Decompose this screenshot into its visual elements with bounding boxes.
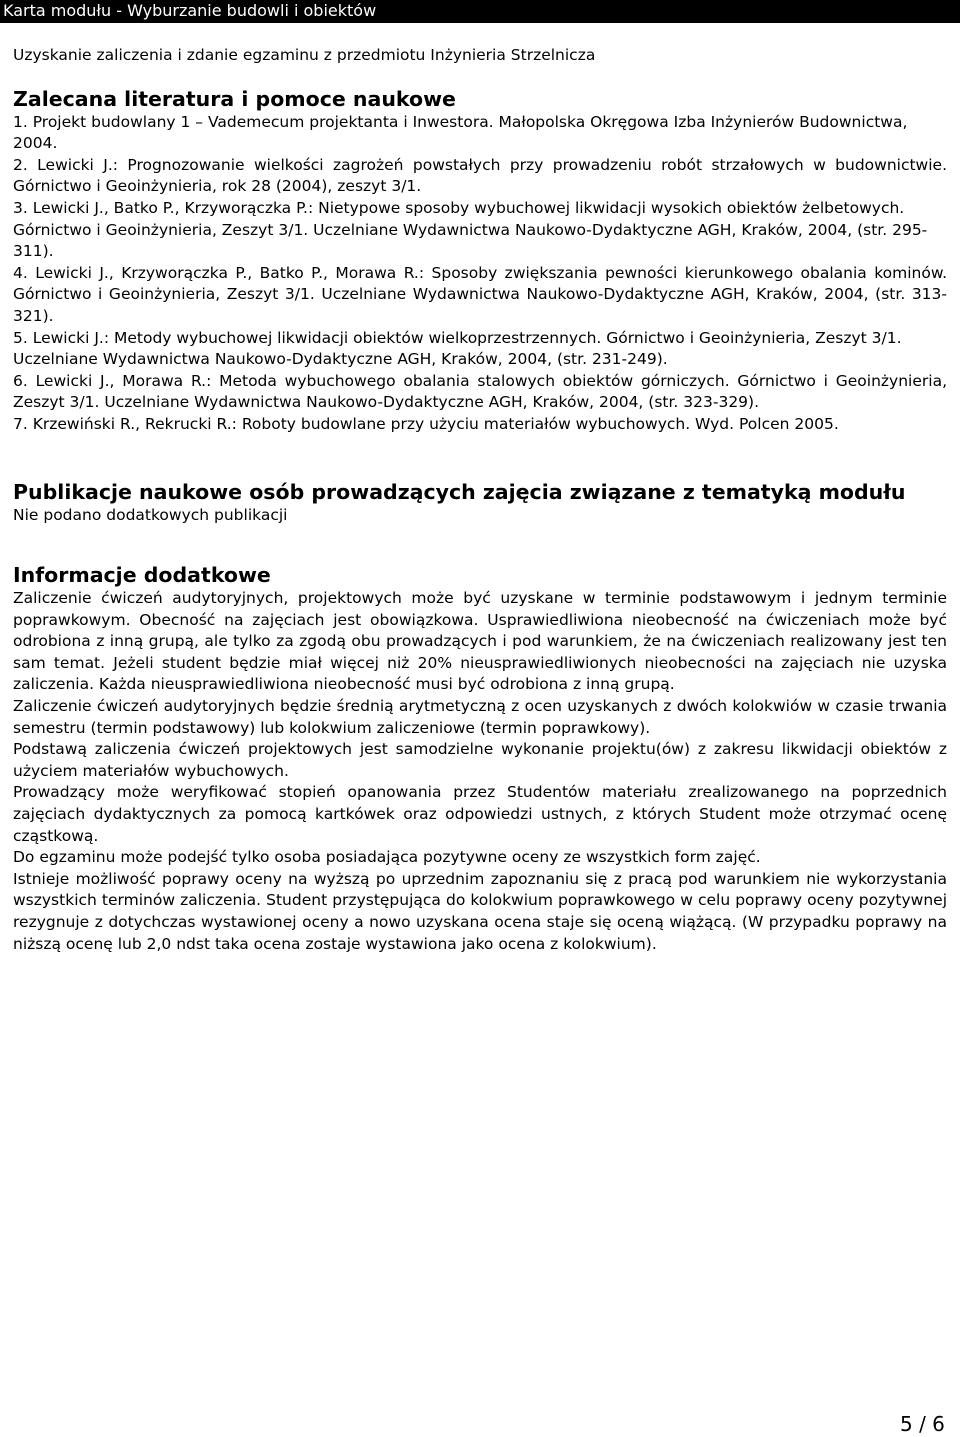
literature-item: 2. Lewicki J.: Prognozowanie wielkości zagrożeń powstałych przy prowadzeniu robót strzałowych w budownictwie. Górnictwo i Geoinżynieria, rok 28 (2004), zeszyt 3/1. — [13, 155, 947, 196]
additional-info-section — [13, 562, 947, 955]
literature-heading: Zalecana literatura i pomoce naukowe — [13, 86, 456, 111]
document-title: Karta modułu - Wyburzanie budowli i obiektów — [3, 1, 377, 20]
literature-item: 4. Lewicki J., Krzyworączka P., Batko P., Morawa R.: Sposoby zwiększania pewności kierunkowego obalania kominów. Górnictwo i Geoinżynieria, Zeszyt 3/1. Uczelniane Wydawnictwa Naukowo-Dydaktyczne AGH, Kraków, 2004, (str. 313-321). — [13, 263, 947, 325]
info-paragraph: Zaliczenie ćwiczeń audytoryjnych będzie średnią arytmetyczną z ocen uzyskanych z dwóch kolokwiów w czasie trwania semestru (termin podstawowy) lub kolokwium zaliczeniowe (termin poprawkowy). — [13, 697, 947, 737]
info-paragraph: Do egzaminu może podejść tylko osoba posiadająca pozytywne oceny ze wszystkich form zajęć. — [13, 848, 761, 867]
info-paragraph: Podstawą zaliczenia ćwiczeń projektowych jest samodzielne wykonanie projektu(ów) z zakresu likwidacji obiektów z użyciem materiałów wybuchowych. — [13, 740, 947, 780]
literature-item: 7. Krzewiński R., Rekrucki R.: Roboty budowlane przy użyciu materiałów wybuchowych. Wyd. Polcen 2005. — [13, 414, 839, 433]
literature-list — [13, 112, 947, 436]
literature-item: 6. Lewicki J., Morawa R.: Metoda wybuchowego obalania stalowych obiektów górniczych. Górnictwo i Geoinżynieria, Zeszyt 3/1. Uczelniane Wydawnictwa Naukowo-Dydaktyczne AGH, Kraków, 2004, (str. 323-329). — [13, 371, 947, 412]
publications-section — [13, 479, 947, 527]
intro-text: Uzyskanie zaliczenia i zdanie egzaminu z przedmiotu Inżynieria Strzelnicza — [13, 46, 596, 64]
page-number: 5 / 6 — [900, 1412, 945, 1436]
literature-item: 3. Lewicki J., Batko P., Krzyworączka P.: Nietypowe sposoby wybuchowej likwidacji wysokich obiektów żelbetowych. Górnictwo i Geoinżynieria, Zeszyt 3/1. Uczelniane Wydawnictwa Naukowo-Dydaktyczne AGH, Kraków, 2004, (str. 295-311). — [13, 198, 928, 261]
info-paragraph: Istnieje możliwość poprawy oceny na wyższą po uprzednim zapoznaniu się z pracą pod warunkiem nie wykorzystania wszystkich terminów zaliczenia. Student przystępująca do kolokwium poprawkowego w celu poprawy oceny pozytywnej rezygnuje z dotychczas wystawionej oceny a nowo uzyskana ocena staje się oceną wiążącą. (W przypadku poprawy na niższą ocenę lub 2,0 ndst taka ocena zostaje wystawiona jako ocena z kolokwium). — [13, 869, 947, 953]
literature-item: 5. Lewicki J.: Metody wybuchowej likwidacji obiektów wielkoprzestrzennych. Górnictwo i Geoinżynieria, Zeszyt 3/1. Uczelniane Wydawnictwa Naukowo-Dydaktyczne AGH, Kraków, 2004, (str. 231-249). — [13, 328, 902, 369]
literature-item: 1. Projekt budowlany 1 – Vademecum projektanta i Inwestora. Małopolska Okręgowa Izba Inżynierów Budownictwa, 2004. — [13, 112, 908, 153]
literature-section — [13, 86, 947, 436]
publications-heading: Publikacje naukowe osób prowadzących zajęcia związane z tematyką modułu — [13, 479, 906, 504]
publications-text: Nie podano dodatkowych publikacji — [13, 505, 288, 524]
document-body — [13, 45, 947, 955]
info-paragraph: Zaliczenie ćwiczeń audytoryjnych, projektowych może być uzyskane w terminie podstawowym i jednym terminie poprawkowym. Obecność na zajęciach jest obowiązkowa. Usprawiedliwiona nieobecność na ćwiczeniach może być odrobiona z inną grupą, ale tylko za zgodą obu prowadzących i pod warunkiem, że na ćwiczeniach realizowany jest ten sam temat. Jeżeli student będzie miał więcej niż 20% nieusprawiedliwionych nieobecności na zajęciach nie uzyska zaliczenia. Każda nieusprawiedliwiona nieobecność musi być odrobiona z inną grupą. — [13, 589, 947, 694]
document-header-bar — [0, 0, 960, 23]
info-paragraph: Prowadzący może weryfikować stopień opanowania przez Studentów materiału zrealizowanego na poprzednich zajęciach dydaktycznych za pomocą kartkówek oraz odpowiedzi ustnych, z których Student może otrzymać ocenę cząstkową. — [13, 783, 947, 845]
additional-info-heading: Informacje dodatkowe — [13, 563, 271, 588]
